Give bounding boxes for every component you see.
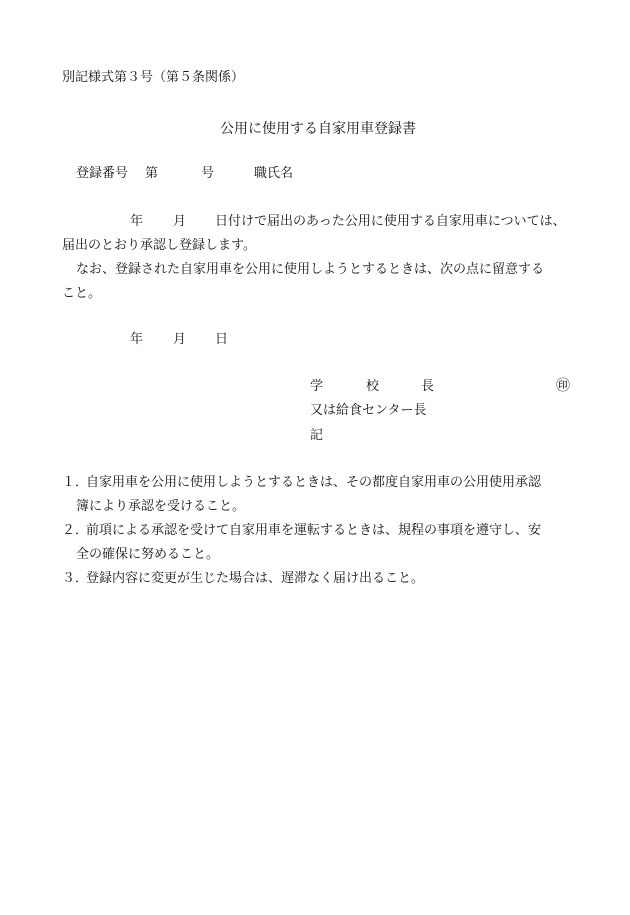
item-2 (62, 524, 541, 537)
principal-char-3: 長 (421, 379, 435, 394)
body-line1-text: 日付けで届出のあった公用に使用する自家用車については、 (215, 214, 566, 229)
document-title: 公用に使用する自家用車登録書 (220, 121, 416, 137)
name-title-label: 職氏名 (254, 166, 294, 181)
seal-icon: ㊞ (556, 378, 570, 394)
ki-label: 記 (310, 428, 324, 443)
date-month: 月 (173, 332, 187, 347)
item-1 (62, 476, 541, 489)
registration-go: 号 (201, 166, 215, 181)
form-label: 別記様式第３号（第５条関係） (62, 70, 245, 85)
body-line4: こと。 (62, 286, 102, 301)
item-2-line1: 前項による承認を受けて自家用車を運転するときは、規程の事項を遵守し、安 (86, 523, 542, 538)
registration-number-label: 登録番号 (76, 166, 129, 181)
registration-dai: 第 (145, 166, 159, 181)
body-line2: 届出のとおり承認し登録します。 (62, 238, 256, 253)
item-3-line1: 登録内容に変更が生じた場合は、遅滞なく届け出ること。 (86, 571, 425, 586)
item-3-marker: ３． (62, 571, 89, 586)
item-1-marker: １． (62, 475, 89, 490)
item-1-line1: 自家用車を公用に使用しようとするときは、その都度自家用車の公用使用承認 (86, 475, 542, 490)
body-month: 月 (173, 214, 187, 229)
principal-char-1: 学 (310, 379, 324, 394)
item-2-marker: ２． (62, 523, 89, 538)
item-3 (62, 572, 424, 585)
body-line3: なお、登録された自家用車を公用に使用しようとするときは、次の点に留意する (76, 262, 545, 277)
principal-char-2: 校 (366, 379, 380, 394)
date-day: 日 (215, 332, 229, 347)
date-year: 年 (130, 332, 144, 347)
body-year: 年 (130, 214, 144, 229)
item-2-line2: 全の確保に努めること。 (76, 547, 220, 562)
alt-title: 又は給食センター長 (310, 403, 427, 418)
item-1-line2: 簿により承認を受けること。 (76, 499, 246, 514)
